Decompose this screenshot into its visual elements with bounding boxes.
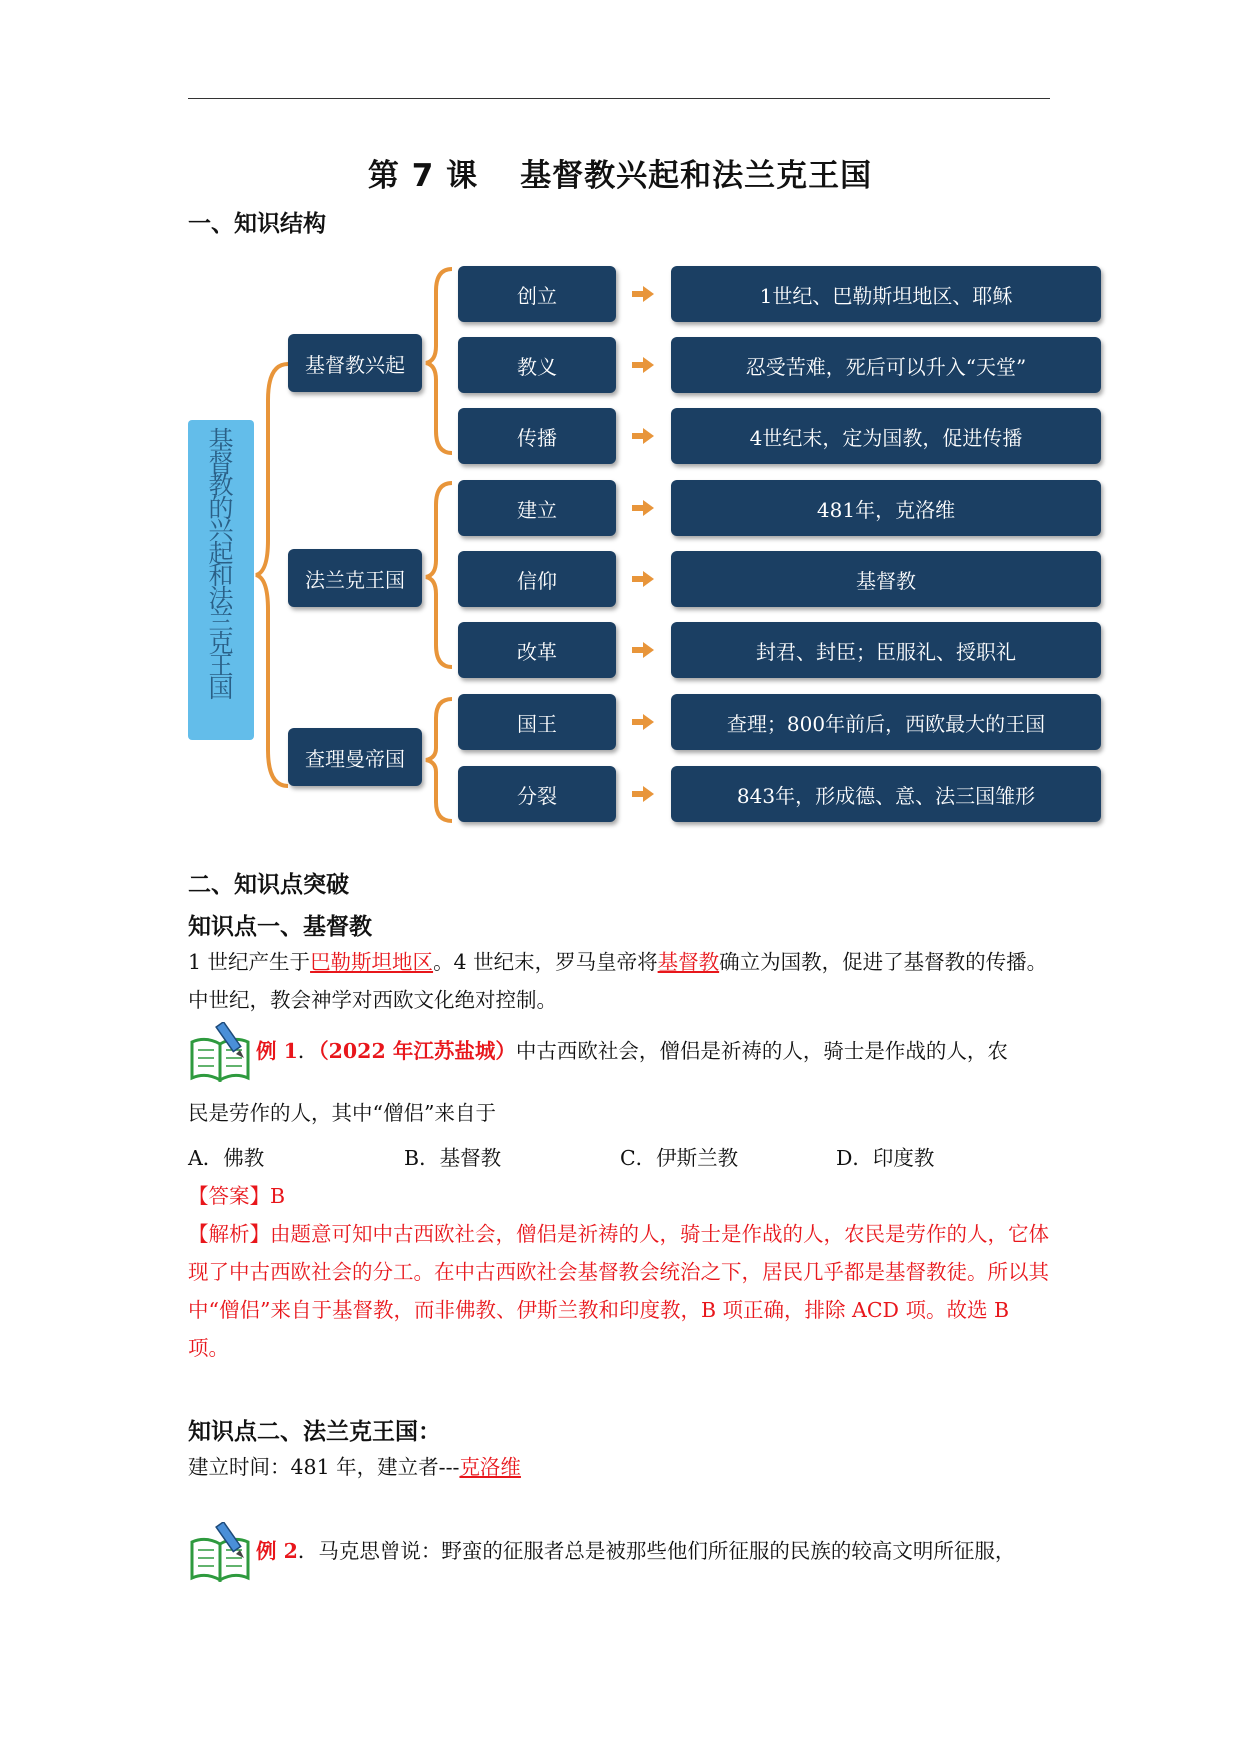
arrow-icon: [632, 286, 654, 302]
header-rule: [188, 98, 1050, 99]
arrow-icon: [632, 786, 654, 802]
example1-answer: 【答案】B: [188, 1184, 286, 1208]
kp1-heading: 知识点一、基督教: [188, 914, 372, 940]
diagram-root: [188, 420, 254, 740]
section-breakthrough: 二、知识点突破: [188, 872, 349, 898]
lesson-title: 基督教兴起和法兰克王国: [520, 158, 873, 194]
root-char: 法: [208, 583, 234, 613]
kp1-paragraph: 1 世纪产生于巴勒斯坦地区。4 世纪末，罗马皇帝将基督教确立为国教，促进了基督教的传播。中世纪，教会神学对西欧文化绝对控制。: [188, 950, 1048, 1012]
item-key-founding: 创立: [458, 266, 616, 322]
kp2-paragraph: 建立时间：481 年，建立者---克洛维: [188, 1455, 521, 1479]
arrow-icon: [632, 714, 654, 730]
arrow-icon: [632, 642, 654, 658]
example1-label: 例 1: [256, 1039, 298, 1063]
example1-analysis: 【解析】由题意可知中古西欧社会，僧侣是祈祷的人，骑士是作战的人，农民是劳作的人，它体现了中古西欧社会的分工。在中古西欧社会基督教会统治之下，居民几乎都是基督教徒。所以其中“僧侣”来自于基督教，而非佛教、伊斯兰教和印度教，B 项正确，排除 ACD 项。故选 B 项。: [188, 1222, 1049, 1360]
item-value-reform: 封君、封臣；臣服礼、授职礼: [671, 622, 1101, 678]
option-d: D．印度教: [836, 1146, 935, 1170]
root-char: 克: [208, 628, 234, 658]
option-b: B．基督教: [404, 1146, 502, 1170]
root-brace: [254, 360, 290, 790]
item-key-division: 分裂: [458, 766, 616, 822]
group-box-frankish-kingdom: 法兰克王国: [288, 549, 422, 607]
lesson-number: 第 7 课: [367, 158, 479, 194]
group-brace-2: [424, 480, 454, 670]
example1-source: （2022 年江苏盐城）: [318, 1039, 516, 1063]
root-char: 王: [208, 651, 234, 680]
item-value-division: 843年，形成德、意、法三国雏形: [671, 766, 1101, 822]
item-key-king: 国王: [458, 694, 616, 750]
root-char: 起: [208, 538, 234, 568]
group-box-christianity: 基督教兴起: [288, 334, 422, 392]
group-brace-3: [424, 696, 454, 824]
arrow-icon: [632, 428, 654, 444]
blank-answer: 基督教: [657, 950, 720, 974]
item-key-establishment: 建立: [458, 480, 616, 536]
item-value-founding: 1世纪、巴勒斯坦地区、耶稣: [671, 266, 1101, 322]
root-char: 兰: [208, 606, 234, 635]
root-char: 的: [208, 493, 234, 523]
item-value-doctrine: 忍受苦难，死后可以升入“天堂”: [671, 337, 1101, 393]
root-char: 督: [208, 448, 234, 478]
section-knowledge-structure: 一、知识结构: [188, 211, 326, 237]
item-key-spread: 传播: [458, 408, 616, 464]
example1-stem-cont: 民是劳作的人，其中“僧侣”来自于: [188, 1101, 496, 1125]
root-char: 兴: [208, 516, 234, 545]
arrow-icon: [632, 500, 654, 516]
book-pencil-icon: [188, 1022, 254, 1082]
blank-answer: 巴勒斯坦地区: [310, 950, 434, 974]
root-char: 和: [208, 561, 234, 590]
option-c: C．伊斯兰教: [620, 1146, 739, 1170]
kp2-heading: 知识点二、法兰克王国：: [188, 1419, 441, 1445]
example1-stem: 例 1．（2022 年江苏盐城）中古西欧社会，僧侣是祈祷的人，骑士是作战的人，农: [256, 1039, 1008, 1063]
item-key-reform: 改革: [458, 622, 616, 678]
root-char: 基: [208, 426, 234, 455]
example2-stem: 例 2．马克思曾说：野蛮的征服者总是被那些他们所征服的民族的较高文明所征服，: [256, 1539, 1016, 1563]
item-value-spread: 4世纪末，定为国教，促进传播: [671, 408, 1101, 464]
group-box-carolingian-empire: 查理曼帝国: [288, 728, 422, 786]
example2-label: 例 2: [256, 1539, 298, 1563]
root-char: 国: [208, 673, 234, 703]
item-value-king: 查理；800年前后，西欧最大的王国: [671, 694, 1101, 750]
arrow-icon: [632, 357, 654, 373]
root-char: 教: [208, 471, 234, 500]
book-pencil-icon: [188, 1522, 254, 1582]
item-value-faith: 基督教: [671, 551, 1101, 607]
item-key-doctrine: 教义: [458, 337, 616, 393]
item-value-establishment: 481年，克洛维: [671, 480, 1101, 536]
knowledge-structure-diagram: [188, 250, 1103, 850]
item-key-faith: 信仰: [458, 551, 616, 607]
option-a: A．佛教: [188, 1146, 265, 1170]
blank-answer: 克洛维: [459, 1455, 521, 1479]
arrow-icon: [632, 571, 654, 587]
group-brace-1: [424, 266, 454, 456]
page-title: [0, 150, 1240, 195]
